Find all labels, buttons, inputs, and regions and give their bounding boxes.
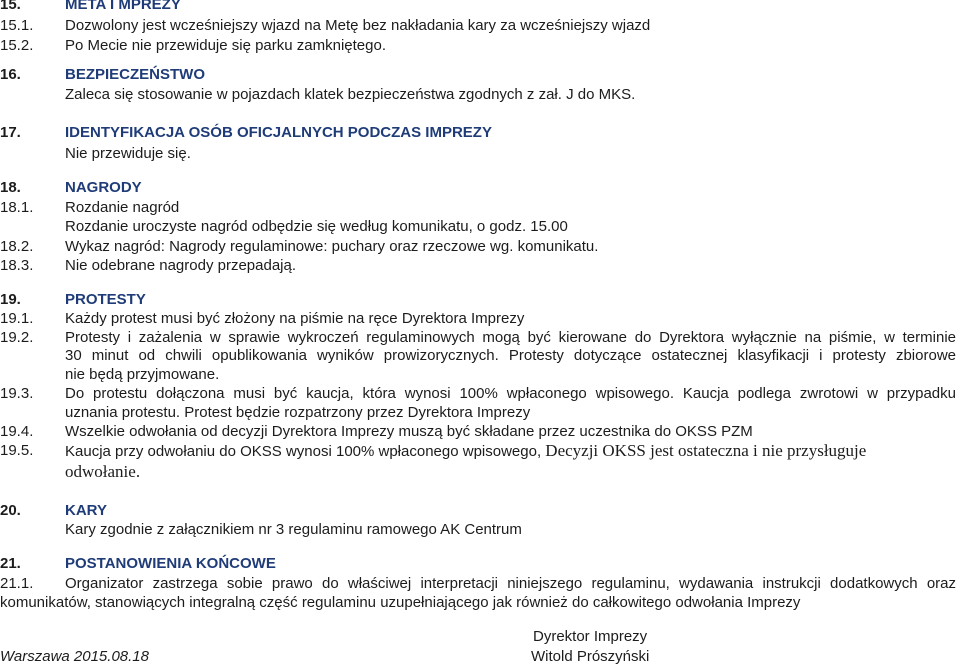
item-number: 18.1.: [0, 199, 34, 216]
item-text-line-3: nie będą przyjmowane.: [65, 366, 220, 383]
item-text-line-1: Organizator zastrzega sobie prawo do właściwej interpretacji niniejszego regulaminu, wydawania instrukcji dodatkowych oraz: [65, 575, 956, 592]
item-text-part-c: odwołanie.: [65, 462, 141, 481]
item-text: Nie odebrane nagrody przepadają.: [65, 257, 296, 274]
section-title: META I MPREZY: [65, 0, 181, 13]
item-number: 19.2.: [0, 329, 34, 346]
item-text-line-1: Do protestu dołączona musi być kaucja, która wynosi 100% wpłaconego wpisowego. Kaucja podlega zwrotowi w przypadku: [65, 385, 956, 402]
section-title: BEZPIECZEŃSTWO: [65, 66, 206, 83]
item-number: 18.3.: [0, 257, 34, 274]
section-title: KARY: [65, 502, 107, 519]
section-number: 18.: [0, 179, 21, 196]
item-number: 21.1.: [0, 575, 34, 592]
item-number: 15.1.: [0, 17, 34, 34]
item-text: Rozdanie nagród: [65, 199, 180, 216]
item-number: 15.2.: [0, 37, 34, 54]
item-subtext: Rozdanie uroczyste nagród odbędzie się według komunikatu, o godz. 15.00: [65, 218, 568, 235]
item-text-line-2: komunikatów, stanowiących integralną część regulaminu uzupełniającego jak również do całkowitego odwołania Imprezy: [0, 594, 801, 611]
item-text-line-1: Protesty i zażalenia w sprawie wykroczeń regulaminowych mogą być kierowane do Dyrektora wyłącznie na piśmie, w terminie: [65, 329, 956, 346]
item-number: 18.2.: [0, 238, 34, 255]
item-number: 19.4.: [0, 423, 34, 440]
section-title: NAGRODY: [65, 179, 142, 196]
item-text: [65, 442, 866, 461]
item-text-part-a: Kaucja przy odwołaniu do OKSS wynosi 100% wpłaconego wpisowego,: [65, 443, 542, 460]
signature-role: Dyrektor Imprezy: [533, 628, 648, 645]
item-text: Dozwolony jest wcześniejszy wjazd na Metę bez nakładania kary za wcześniejszy wjazd: [65, 17, 651, 34]
section-title: PROTESTY: [65, 291, 146, 308]
item-text-part-b: Decyzji OKSS jest ostateczna i nie przysługuje: [545, 441, 867, 460]
item-text-line-2: uznania protestu. Protest będzie rozpatrzony przez Dyrektora Imprezy: [65, 404, 531, 421]
item-number: 19.5.: [0, 442, 34, 459]
paragraph: Zaleca się stosowanie w pojazdach klatek bezpieczeństwa zgodnych z zał. J do MKS.: [65, 86, 636, 103]
item-text: Każdy protest musi być złożony na piśmie na ręce Dyrektora Imprezy: [65, 310, 525, 327]
signature-name: Witold Prószyński: [531, 648, 650, 665]
item-number: 19.1.: [0, 310, 34, 327]
place-date-text: Warszawa 2015.08.18: [0, 648, 149, 665]
place-date: [0, 648, 149, 666]
section-title: POSTANOWIENIA KOŃCOWE: [65, 555, 276, 572]
item-text: Po Mecie nie przewiduje się parku zamkniętego.: [65, 37, 386, 54]
section-number: 17.: [0, 124, 21, 141]
section-number: 21.: [0, 555, 21, 572]
section-number: 16.: [0, 66, 21, 83]
section-number: 15.: [0, 0, 21, 13]
item-text: Wszelkie odwołania od decyzji Dyrektora Imprezy muszą być składane przez uczestnika do OKSS PZM: [65, 423, 753, 440]
item-text-line-2: 30 minut od chwili opublikowania wyników prowizorycznych. Protesty dotyczące ostatecznej klasyfikacji i protesty zbiorowe: [65, 347, 956, 364]
section-title: IDENTYFIKACJA OSÓB OFICJALNYCH PODCZAS IMPREZY: [65, 124, 492, 141]
item-text: Wykaz nagród: Nagrody regulaminowe: puchary oraz rzeczowe wg. komunikatu.: [65, 238, 599, 255]
item-number: 19.3.: [0, 385, 34, 402]
paragraph: Nie przewiduje się.: [65, 145, 191, 162]
section-number: 20.: [0, 502, 21, 519]
section-number: 19.: [0, 291, 21, 308]
paragraph: Kary zgodnie z załącznikiem nr 3 regulaminu ramowego AK Centrum: [65, 521, 522, 538]
